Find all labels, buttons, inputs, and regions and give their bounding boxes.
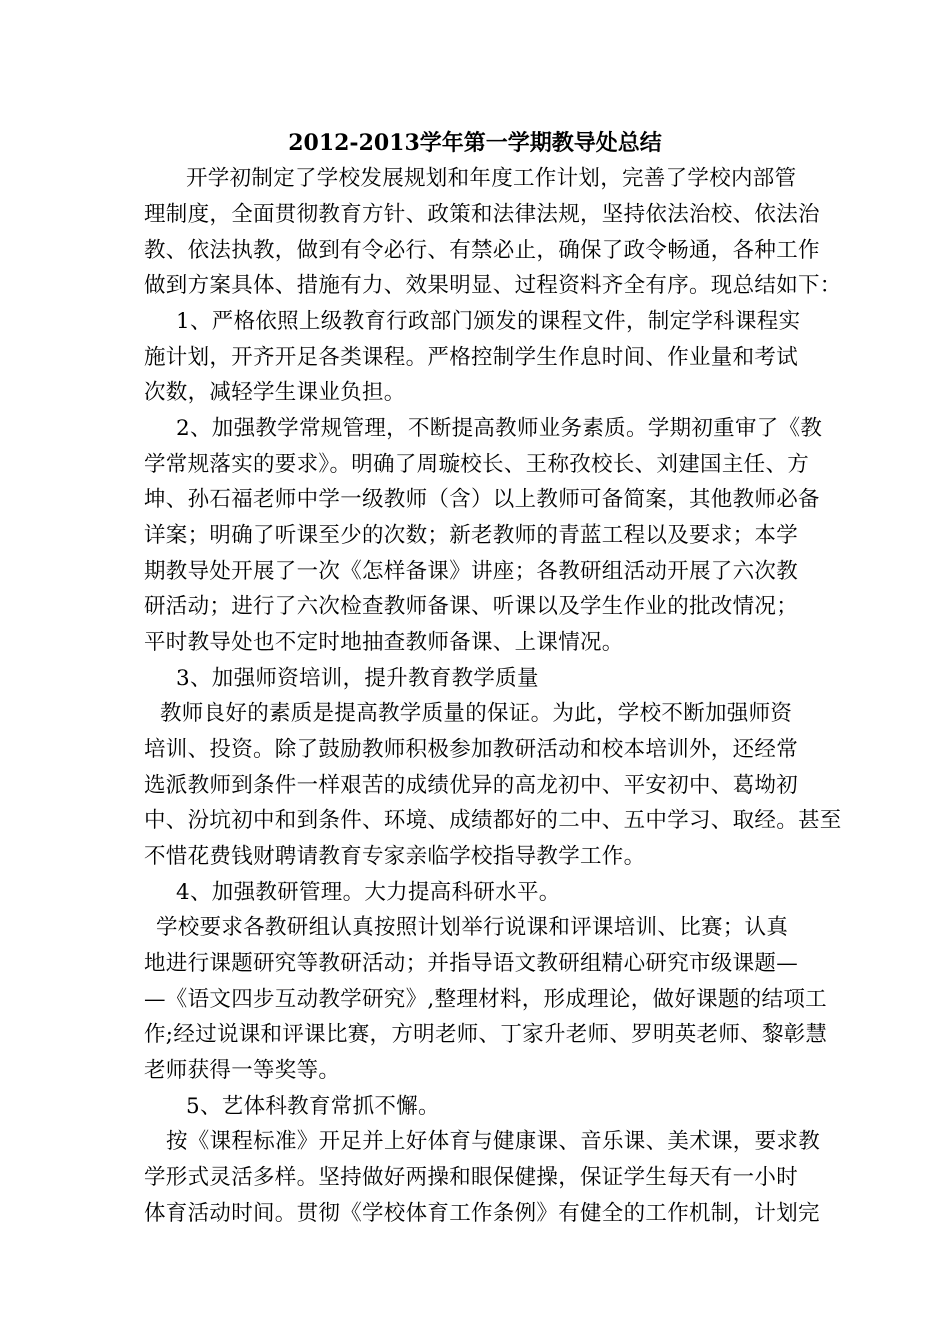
text-line: 学常规落实的要求》。明确了周璇校长、王称孜校长、刘建国主任、方: [144, 452, 810, 477]
text-line: 不惜花费钱财聘请教育专家亲临学校指导教学工作。: [144, 844, 646, 869]
text-line: 中、汾坑初中和到条件、环境、成绩都好的二中、五中学习、取经。甚至: [144, 808, 842, 833]
text-line: 4、加强教研管理。大力提高科研水平。: [176, 880, 561, 905]
text-line: 1、严格依照上级教育行政部门颁发的课程文件，制定学科课程实: [176, 309, 801, 334]
text-line: 详案；明确了听课至少的次数；新老教师的青蓝工程以及要求；本学: [144, 523, 799, 548]
text-line: 平时教导处也不定时地抽查教师备课、上课情况。: [144, 630, 624, 655]
text-line: 选派教师到条件一样艰苦的成绩优异的高龙初中、平安初中、葛坳初: [144, 773, 799, 798]
text-line: 开学初制定了学校发展规划和年度工作计划，完善了学校内部管: [186, 166, 797, 191]
text-line: 研活动；进行了六次检查教师备课、听课以及学生作业的批改情况；: [144, 594, 799, 619]
text-line: 坤、孙石福老师中学一级教师（含）以上教师可备简案，其他教师必备: [144, 487, 820, 512]
text-line: 老师获得一等奖等。: [144, 1058, 341, 1083]
text-line: 体育活动时间。贯彻《学校体育工作条例》有健全的工作机制，计划完: [144, 1201, 820, 1226]
text-line: 5、艺体科教育常抓不懈。: [186, 1094, 440, 1119]
text-line: 期教导处开展了一次《怎样备课》讲座；各教研组活动开展了六次教: [144, 559, 799, 584]
document-title: 2012-2013学年第一学期教导处总结: [288, 130, 662, 156]
text-line: —《语文四步互动教学研究》,整理材料，形成理论，做好课题的结项工: [144, 987, 827, 1012]
text-line: 按《课程标准》开足并上好体育与健康课、音乐课、美术课，要求教: [166, 1129, 821, 1154]
text-line: 学校要求各教研组认真按照计划举行说课和评课培训、比赛；认真: [156, 915, 789, 940]
text-line: 次数，减轻学生课业负担。: [144, 380, 406, 405]
text-line: 3、加强师资培训，提升教育教学质量: [176, 666, 539, 691]
text-line: 作;经过说课和评课比赛，方明老师、丁家升老师、罗明英老师、黎彰慧: [144, 1022, 828, 1047]
text-line: 施计划，开齐开足各类课程。严格控制学生作息时间、作业量和考试: [144, 345, 799, 370]
text-line: 理制度，全面贯彻教育方针、政策和法律法规，坚持依法治校、依法治: [144, 202, 820, 227]
text-line: 教、依法执教，做到有令必行、有禁必止，确保了政令畅通，各种工作: [144, 238, 820, 263]
text-line: 培训、投资。除了鼓励教师积极参加教研活动和校本培训外，还经常: [144, 737, 799, 762]
text-line: 教师良好的素质是提高教学质量的保证。为此，学校不断加强师资: [160, 701, 793, 726]
text-line: 地进行课题研究等教研活动；并指导语文教研组精心研究市级课题—: [144, 951, 799, 976]
text-line: 做到方案具体、措施有力、效果明显、过程资料齐全有序。现总结如下：: [144, 273, 842, 298]
text-line: 2、加强教学常规管理，不断提高教师业务素质。学期初重审了《教: [176, 416, 823, 441]
text-line: 学形式灵活多样。坚持做好两操和眼保健操，保证学生每天有一小时: [144, 1165, 799, 1190]
